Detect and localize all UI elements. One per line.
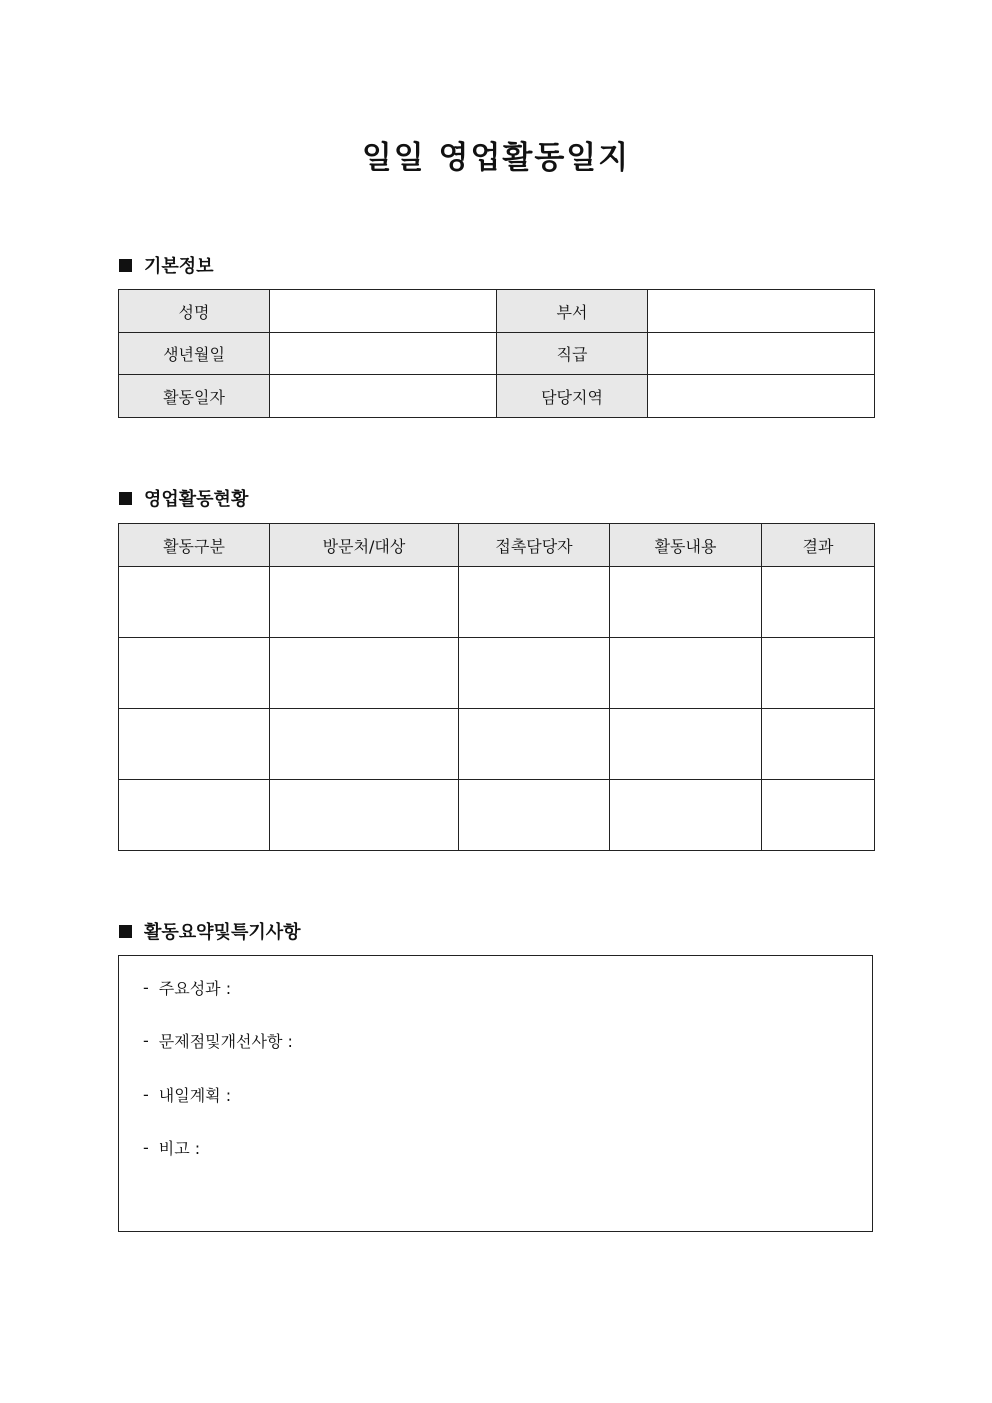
activity-date-label: 활동일자 <box>119 375 270 418</box>
result-cell[interactable] <box>762 780 875 851</box>
activity-date-field[interactable] <box>270 375 497 418</box>
column-header-activity-type: 활동구분 <box>119 524 270 567</box>
dash-bullet: - <box>143 1030 149 1050</box>
contact-person-cell[interactable] <box>459 780 610 851</box>
dash-bullet: - <box>143 977 149 997</box>
result-cell[interactable] <box>762 709 875 780</box>
activity-content-cell[interactable] <box>610 709 762 780</box>
dash-bullet: - <box>143 1084 149 1104</box>
summary-item-tomorrow-plan <box>143 1082 231 1106</box>
visit-target-cell[interactable] <box>270 780 459 851</box>
summary-item-label: 비고 : <box>158 1138 201 1158</box>
square-bullet-icon <box>119 492 132 505</box>
position-field[interactable] <box>648 333 875 375</box>
table-row <box>119 638 875 709</box>
visit-target-cell[interactable] <box>270 638 459 709</box>
square-bullet-icon <box>119 925 132 938</box>
section-heading-label: 영업활동현황 <box>144 489 249 510</box>
summary-item-issues <box>143 1028 293 1052</box>
contact-person-cell[interactable] <box>459 709 610 780</box>
birthdate-label: 생년월일 <box>119 333 270 375</box>
section-heading-activity-status <box>119 485 248 511</box>
dash-bullet: - <box>143 1137 149 1157</box>
region-field[interactable] <box>648 375 875 418</box>
summary-item-label: 주요성과 : <box>158 978 232 998</box>
table-header-row <box>119 524 875 567</box>
column-header-visit-target: 방문처/대상 <box>270 524 459 567</box>
column-header-activity-content: 활동내용 <box>610 524 762 567</box>
activity-content-cell[interactable] <box>610 780 762 851</box>
contact-person-cell[interactable] <box>459 567 610 638</box>
basic-info-table <box>118 289 875 418</box>
table-row <box>119 290 875 333</box>
section-heading-summary <box>119 918 301 944</box>
table-row <box>119 375 875 418</box>
name-label: 성명 <box>119 290 270 333</box>
column-header-contact-person: 접촉담당자 <box>459 524 610 567</box>
contact-person-cell[interactable] <box>459 638 610 709</box>
summary-memo-box[interactable] <box>118 955 873 1232</box>
visit-target-cell[interactable] <box>270 567 459 638</box>
table-row <box>119 780 875 851</box>
page-title: 일일 영업활동일지 <box>361 140 631 176</box>
summary-item-key-results <box>143 975 231 999</box>
name-field[interactable] <box>270 290 497 333</box>
activity-content-cell[interactable] <box>610 567 762 638</box>
section-heading-label: 기본정보 <box>144 256 214 277</box>
activity-type-cell[interactable] <box>119 638 270 709</box>
summary-item-label: 문제점및개선사항 : <box>158 1031 293 1051</box>
table-row <box>119 567 875 638</box>
activity-type-cell[interactable] <box>119 780 270 851</box>
square-bullet-icon <box>119 259 132 272</box>
result-cell[interactable] <box>762 638 875 709</box>
region-label: 담당지역 <box>497 375 648 418</box>
department-field[interactable] <box>648 290 875 333</box>
table-row <box>119 709 875 780</box>
activity-status-table <box>118 523 875 851</box>
table-row <box>119 333 875 375</box>
summary-item-label: 내일계획 : <box>158 1085 232 1105</box>
column-header-result: 결과 <box>762 524 875 567</box>
section-heading-label: 활동요약및특기사항 <box>144 922 301 943</box>
section-heading-basic-info <box>119 252 214 278</box>
department-label: 부서 <box>497 290 648 333</box>
summary-item-remarks <box>143 1135 200 1159</box>
visit-target-cell[interactable] <box>270 709 459 780</box>
birthdate-field[interactable] <box>270 333 497 375</box>
activity-type-cell[interactable] <box>119 709 270 780</box>
activity-content-cell[interactable] <box>610 638 762 709</box>
position-label: 직급 <box>497 333 648 375</box>
result-cell[interactable] <box>762 567 875 638</box>
activity-type-cell[interactable] <box>119 567 270 638</box>
